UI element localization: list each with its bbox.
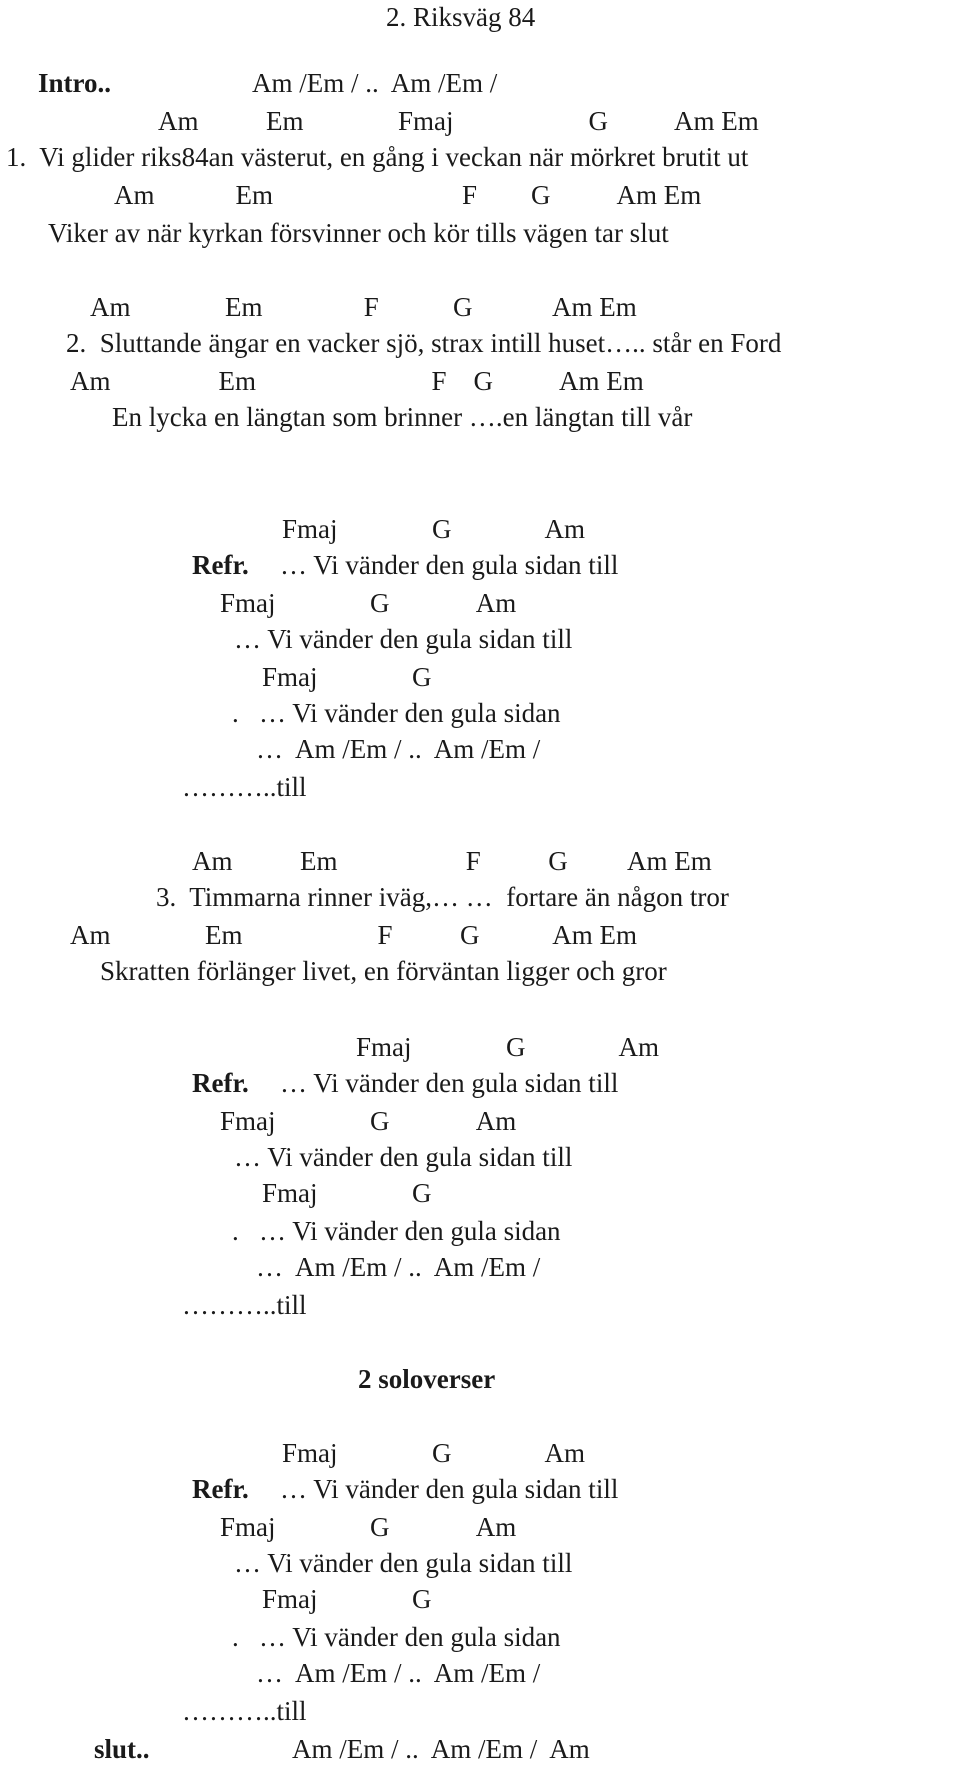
verse1-lyric-2: Viker av när kyrkan försvinner och kör tills vägen tar slut <box>48 218 669 248</box>
chorus2-chords-3: Fmaj G <box>262 1178 432 1208</box>
chorus1-lyric-2: … Vi vänder den gula sidan till <box>234 624 573 654</box>
chorus2-till: ………..till <box>182 1290 307 1320</box>
verse1-chords-1: Am Em Fmaj G Am Em <box>158 106 759 136</box>
verse2-lyric-1: 2. Sluttande ängar en vacker sjö, strax intill huset….. står en Ford <box>66 328 782 358</box>
chorus1-chords-2: Fmaj G Am <box>220 588 517 618</box>
chorus1-lyric-1: … Vi vänder den gula sidan till <box>280 550 619 580</box>
chorus3-refr-label: Refr. <box>192 1474 249 1504</box>
verse2-chords-2: Am Em F G Am Em <box>70 366 644 396</box>
verse1-lyric-1: 1. Vi glider riks84an västerut, en gång i veckan när mörkret brutit ut <box>6 142 749 172</box>
chorus3-chords-1: Fmaj G Am <box>282 1438 586 1468</box>
chorus1-chords-3: Fmaj G <box>262 662 432 692</box>
chorus1-chords-1: Fmaj G Am <box>282 514 586 544</box>
chorus2-lyric-1: … Vi vänder den gula sidan till <box>280 1068 619 1098</box>
chorus2-chords-2: Fmaj G Am <box>220 1106 517 1136</box>
chorus1-refr-label: Refr. <box>192 550 249 580</box>
intro-label: Intro.. <box>38 68 112 98</box>
verse3-lyric-1: 3. Timmarna rinner iväg,… … fortare än någon tror <box>156 882 729 912</box>
outro-label: slut.. <box>94 1734 150 1764</box>
chorus3-chords-3: Fmaj G <box>262 1584 432 1614</box>
chorus3-lyric-2: … Vi vänder den gula sidan till <box>234 1548 573 1578</box>
chorus2-lyric-3: . … Vi vänder den gula sidan <box>232 1216 561 1246</box>
chorus2-refr-label: Refr. <box>192 1068 249 1098</box>
verse2-lyric-2: En lycka en längtan som brinner ….en längtan till vår <box>112 402 693 432</box>
chorus1-turnaround: … Am /Em / .. Am /Em / <box>256 734 541 764</box>
chorus2-lyric-2: … Vi vänder den gula sidan till <box>234 1142 573 1172</box>
chorus1-lyric-3: . … Vi vänder den gula sidan <box>232 698 561 728</box>
chorus3-chords-2: Fmaj G Am <box>220 1512 517 1542</box>
chorus2-chords-1: Fmaj G Am <box>356 1032 660 1062</box>
verse3-chords-2: Am Em F G Am Em <box>70 920 638 950</box>
verse2-chords-1: Am Em F G Am Em <box>90 292 637 322</box>
chorus2-turnaround: … Am /Em / .. Am /Em / <box>256 1252 541 1282</box>
chorus1-till: ………..till <box>182 772 307 802</box>
verse3-chords-1: Am Em F G Am Em <box>192 846 712 876</box>
song-title: 2. Riksväg 84 <box>386 2 536 32</box>
chorus3-till: ………..till <box>182 1696 307 1726</box>
intro-chords: Am /Em / .. Am /Em / <box>252 68 498 98</box>
verse1-chords-2: Am Em F G Am Em <box>114 180 702 210</box>
verse3-lyric-2: Skratten förlänger livet, en förväntan ligger och gror <box>100 956 667 986</box>
chorus3-lyric-1: … Vi vänder den gula sidan till <box>280 1474 619 1504</box>
chorus3-lyric-3: . … Vi vänder den gula sidan <box>232 1622 561 1652</box>
chorus3-turnaround: … Am /Em / .. Am /Em / <box>256 1658 541 1688</box>
solo-heading: 2 soloverser <box>358 1364 496 1394</box>
outro-chords: Am /Em / .. Am /Em / Am <box>292 1734 590 1764</box>
